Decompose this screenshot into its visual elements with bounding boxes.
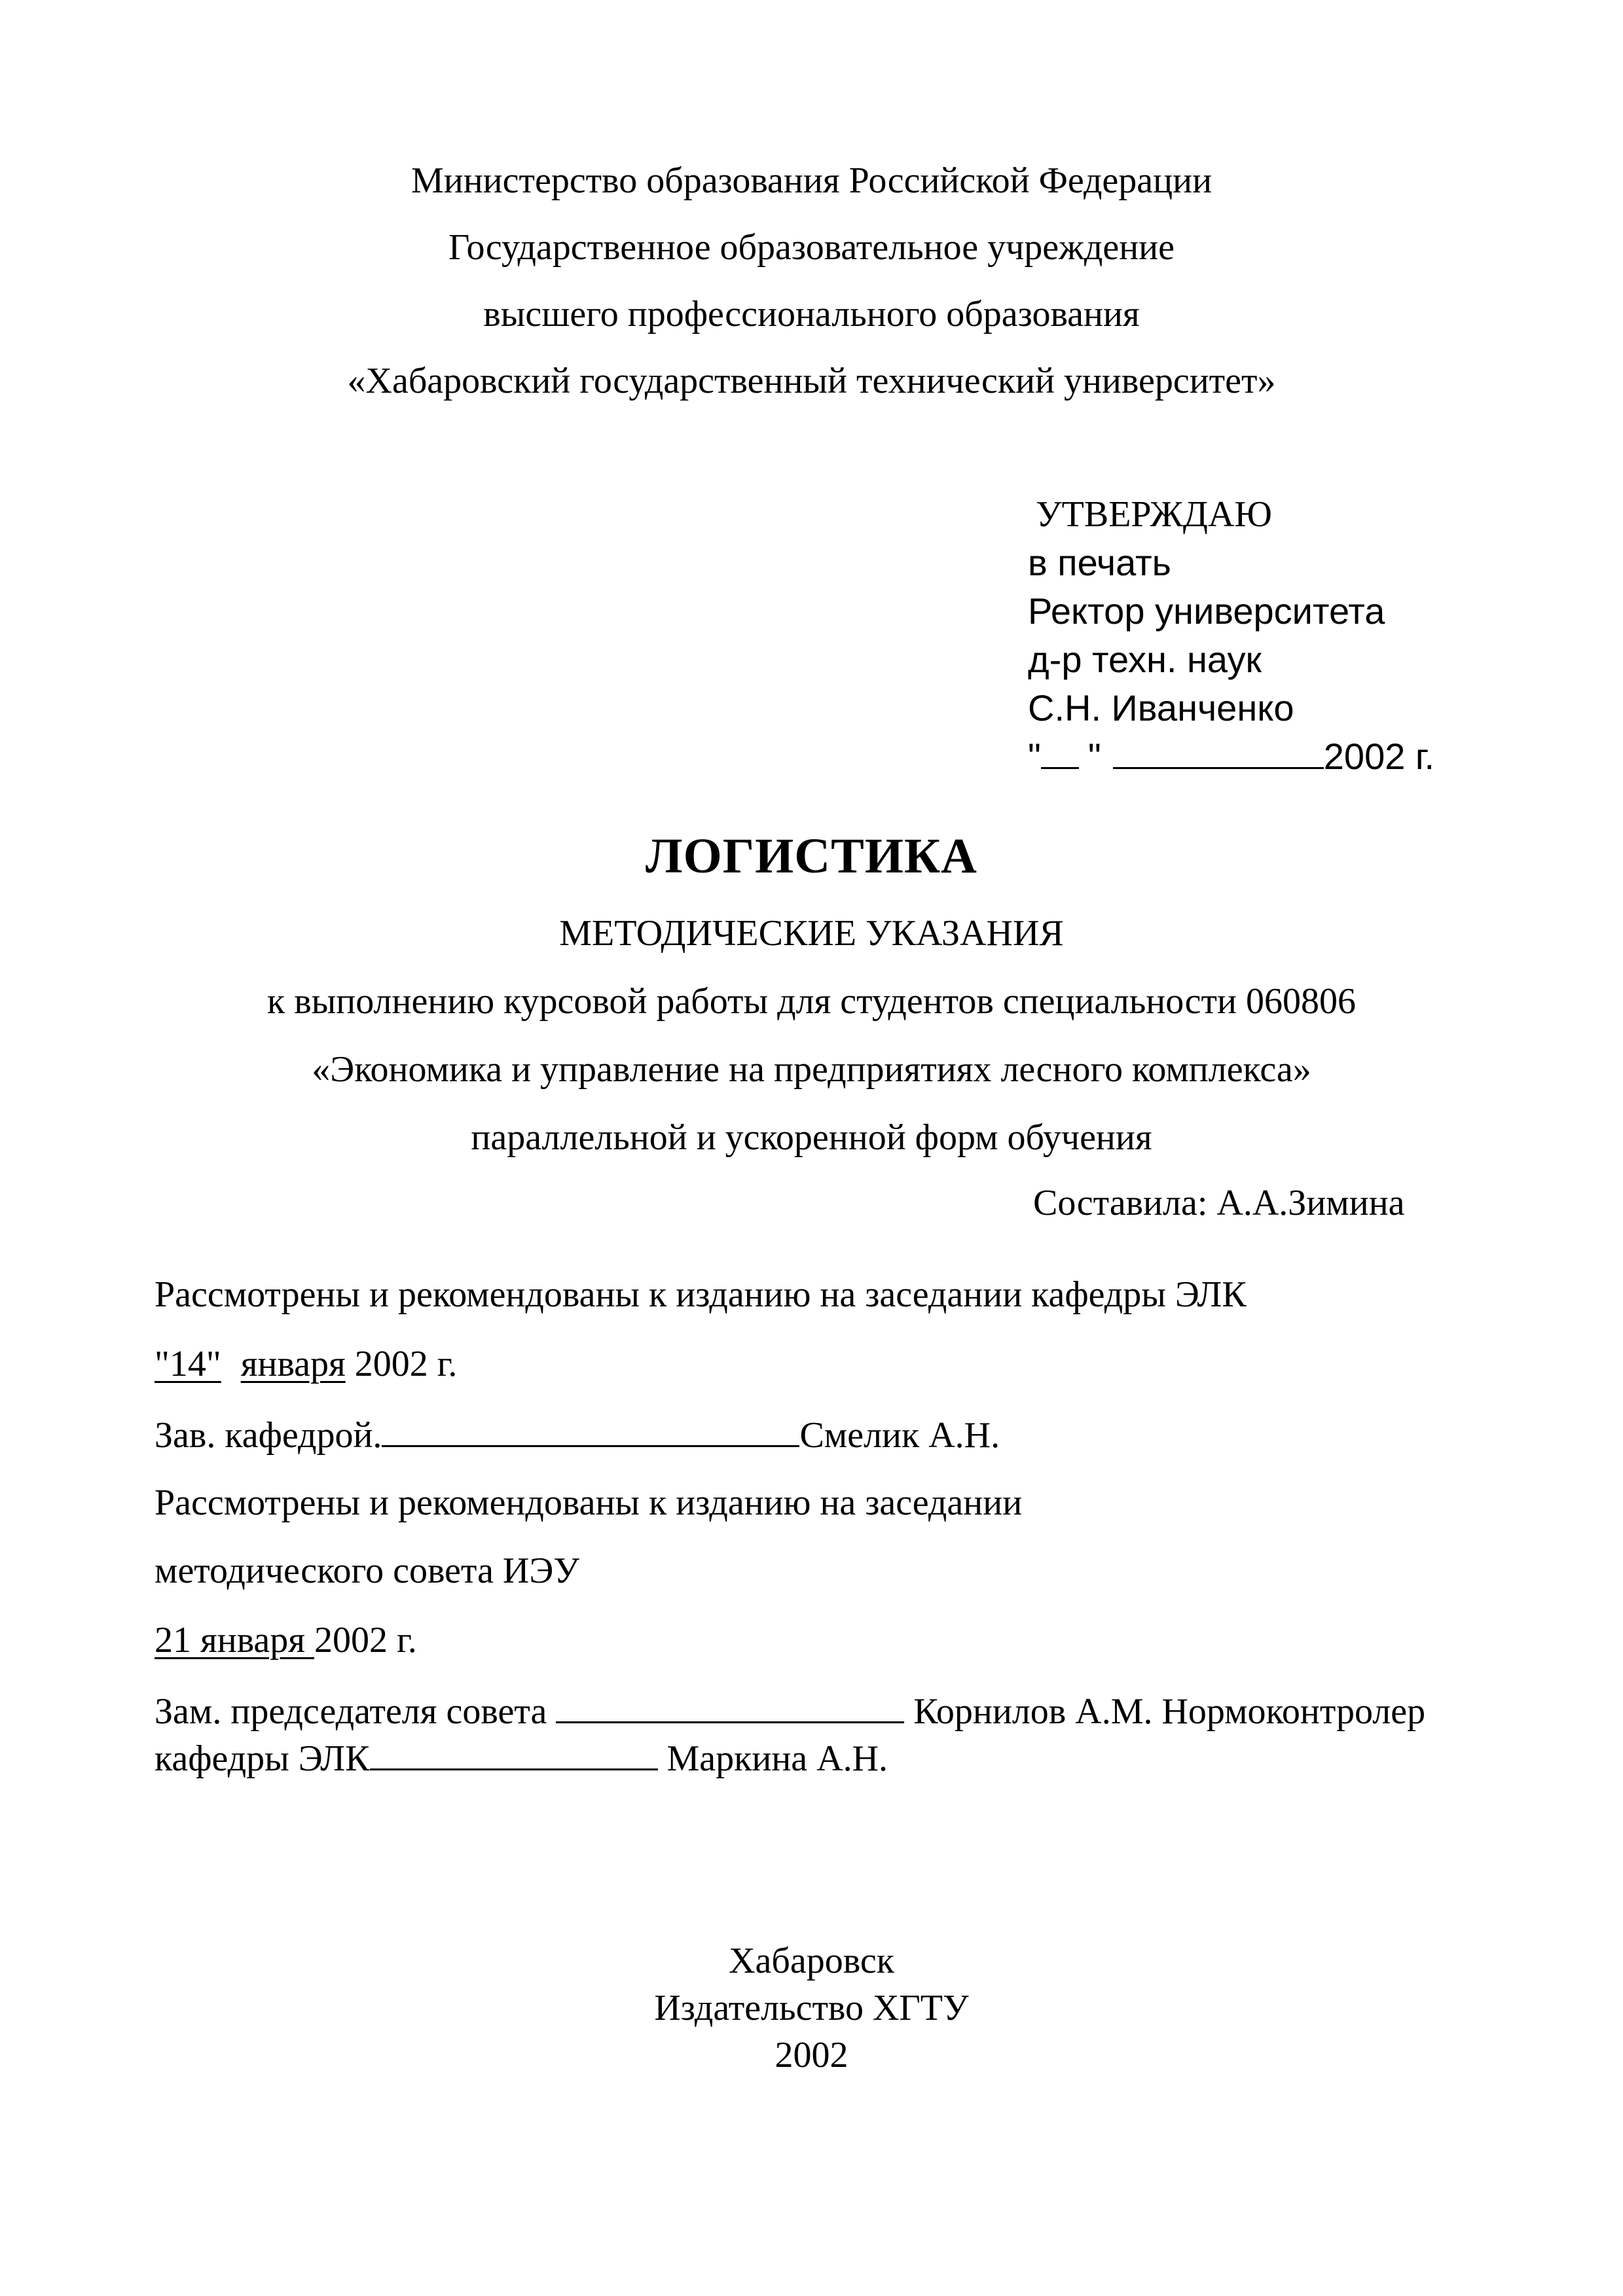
approve-label: УТВЕРЖДАЮ	[1036, 494, 1272, 535]
council-date: 21 января	[155, 1620, 306, 1660]
approver-degree: д-р техн. наук	[1028, 639, 1262, 680]
description-line-3: параллельной и ускоренной форм обучения	[471, 1117, 1152, 1158]
footer-city: Хабаровск	[729, 1941, 894, 1981]
council-deputy-label: Зам. председателя совета	[155, 1691, 547, 1732]
approver-name: С.Н. Иванченко	[1028, 687, 1294, 728]
dept-year: 2002 г.	[354, 1344, 458, 1384]
date-close-quote: "	[1087, 736, 1101, 777]
document-title: ЛОГИСТИКА	[646, 829, 977, 884]
approver-position: Ректор университета	[1028, 590, 1385, 632]
normcontrol-dept-label: кафедры ЭЛК	[155, 1738, 370, 1779]
footer-year: 2002	[775, 2035, 848, 2075]
approval-date-line	[1028, 737, 1434, 775]
document-subtitle: МЕТОДИЧЕСКИЕ УКАЗАНИЯ	[559, 913, 1064, 954]
description-line-2: «Экономика и управление на предприятиях лесного комплекса»	[312, 1049, 1311, 1090]
dept-head-line	[155, 1415, 1000, 1454]
council-date-underline-tail	[305, 1620, 314, 1660]
date-open-quote: "	[1028, 736, 1041, 777]
dept-head-label: Зав. кафедрой.	[155, 1415, 382, 1456]
normcontrol-name: Маркина А.Н.	[666, 1738, 888, 1779]
council-deputy-name: Корнилов А.М. Нормоконтролер	[913, 1691, 1426, 1732]
dept-date-line	[155, 1346, 457, 1382]
education-level-line: высшего профессионального образования	[483, 294, 1140, 334]
council-date-line	[155, 1622, 417, 1659]
institution-line: Государственное образовательное учреждение	[448, 227, 1175, 268]
university-name-line: «Хабаровский государственный технический университет»	[347, 361, 1276, 401]
day-blank	[1041, 737, 1079, 769]
council-year: 2002 г.	[314, 1620, 417, 1660]
month-blank	[1113, 737, 1324, 769]
council-deputy-signature-blank	[556, 1691, 904, 1723]
dept-day: "14"	[155, 1344, 221, 1384]
dept-recommended-text: Рассмотрены и рекомендованы к изданию на заседании кафедры ЭЛК	[155, 1274, 1247, 1315]
council-normcontrol-line	[155, 1738, 888, 1777]
dept-head-signature-blank	[382, 1415, 799, 1447]
approval-year: 2002 г.	[1323, 736, 1435, 777]
dept-month: января	[240, 1344, 346, 1384]
footer-publisher: Издательство ХГТУ	[654, 1988, 969, 2028]
description-line-1: к выполнению курсовой работы для студентов специальности 060806	[267, 981, 1356, 1022]
council-recommended-line-1: Рассмотрены и рекомендованы к изданию на заседании	[155, 1482, 1023, 1523]
normcontrol-signature-blank	[370, 1738, 658, 1770]
council-recommended-line-2: методического совета ИЭУ	[155, 1551, 579, 1591]
dept-head-name: Смелик А.Н.	[799, 1415, 1000, 1456]
approve-to-print: в печать	[1028, 542, 1171, 583]
ministry-line: Министерство образования Российской Федерации	[410, 160, 1213, 201]
compiled-by: Составила: А.А.Зимина	[1033, 1183, 1405, 1223]
council-deputy-line	[155, 1691, 1425, 1730]
